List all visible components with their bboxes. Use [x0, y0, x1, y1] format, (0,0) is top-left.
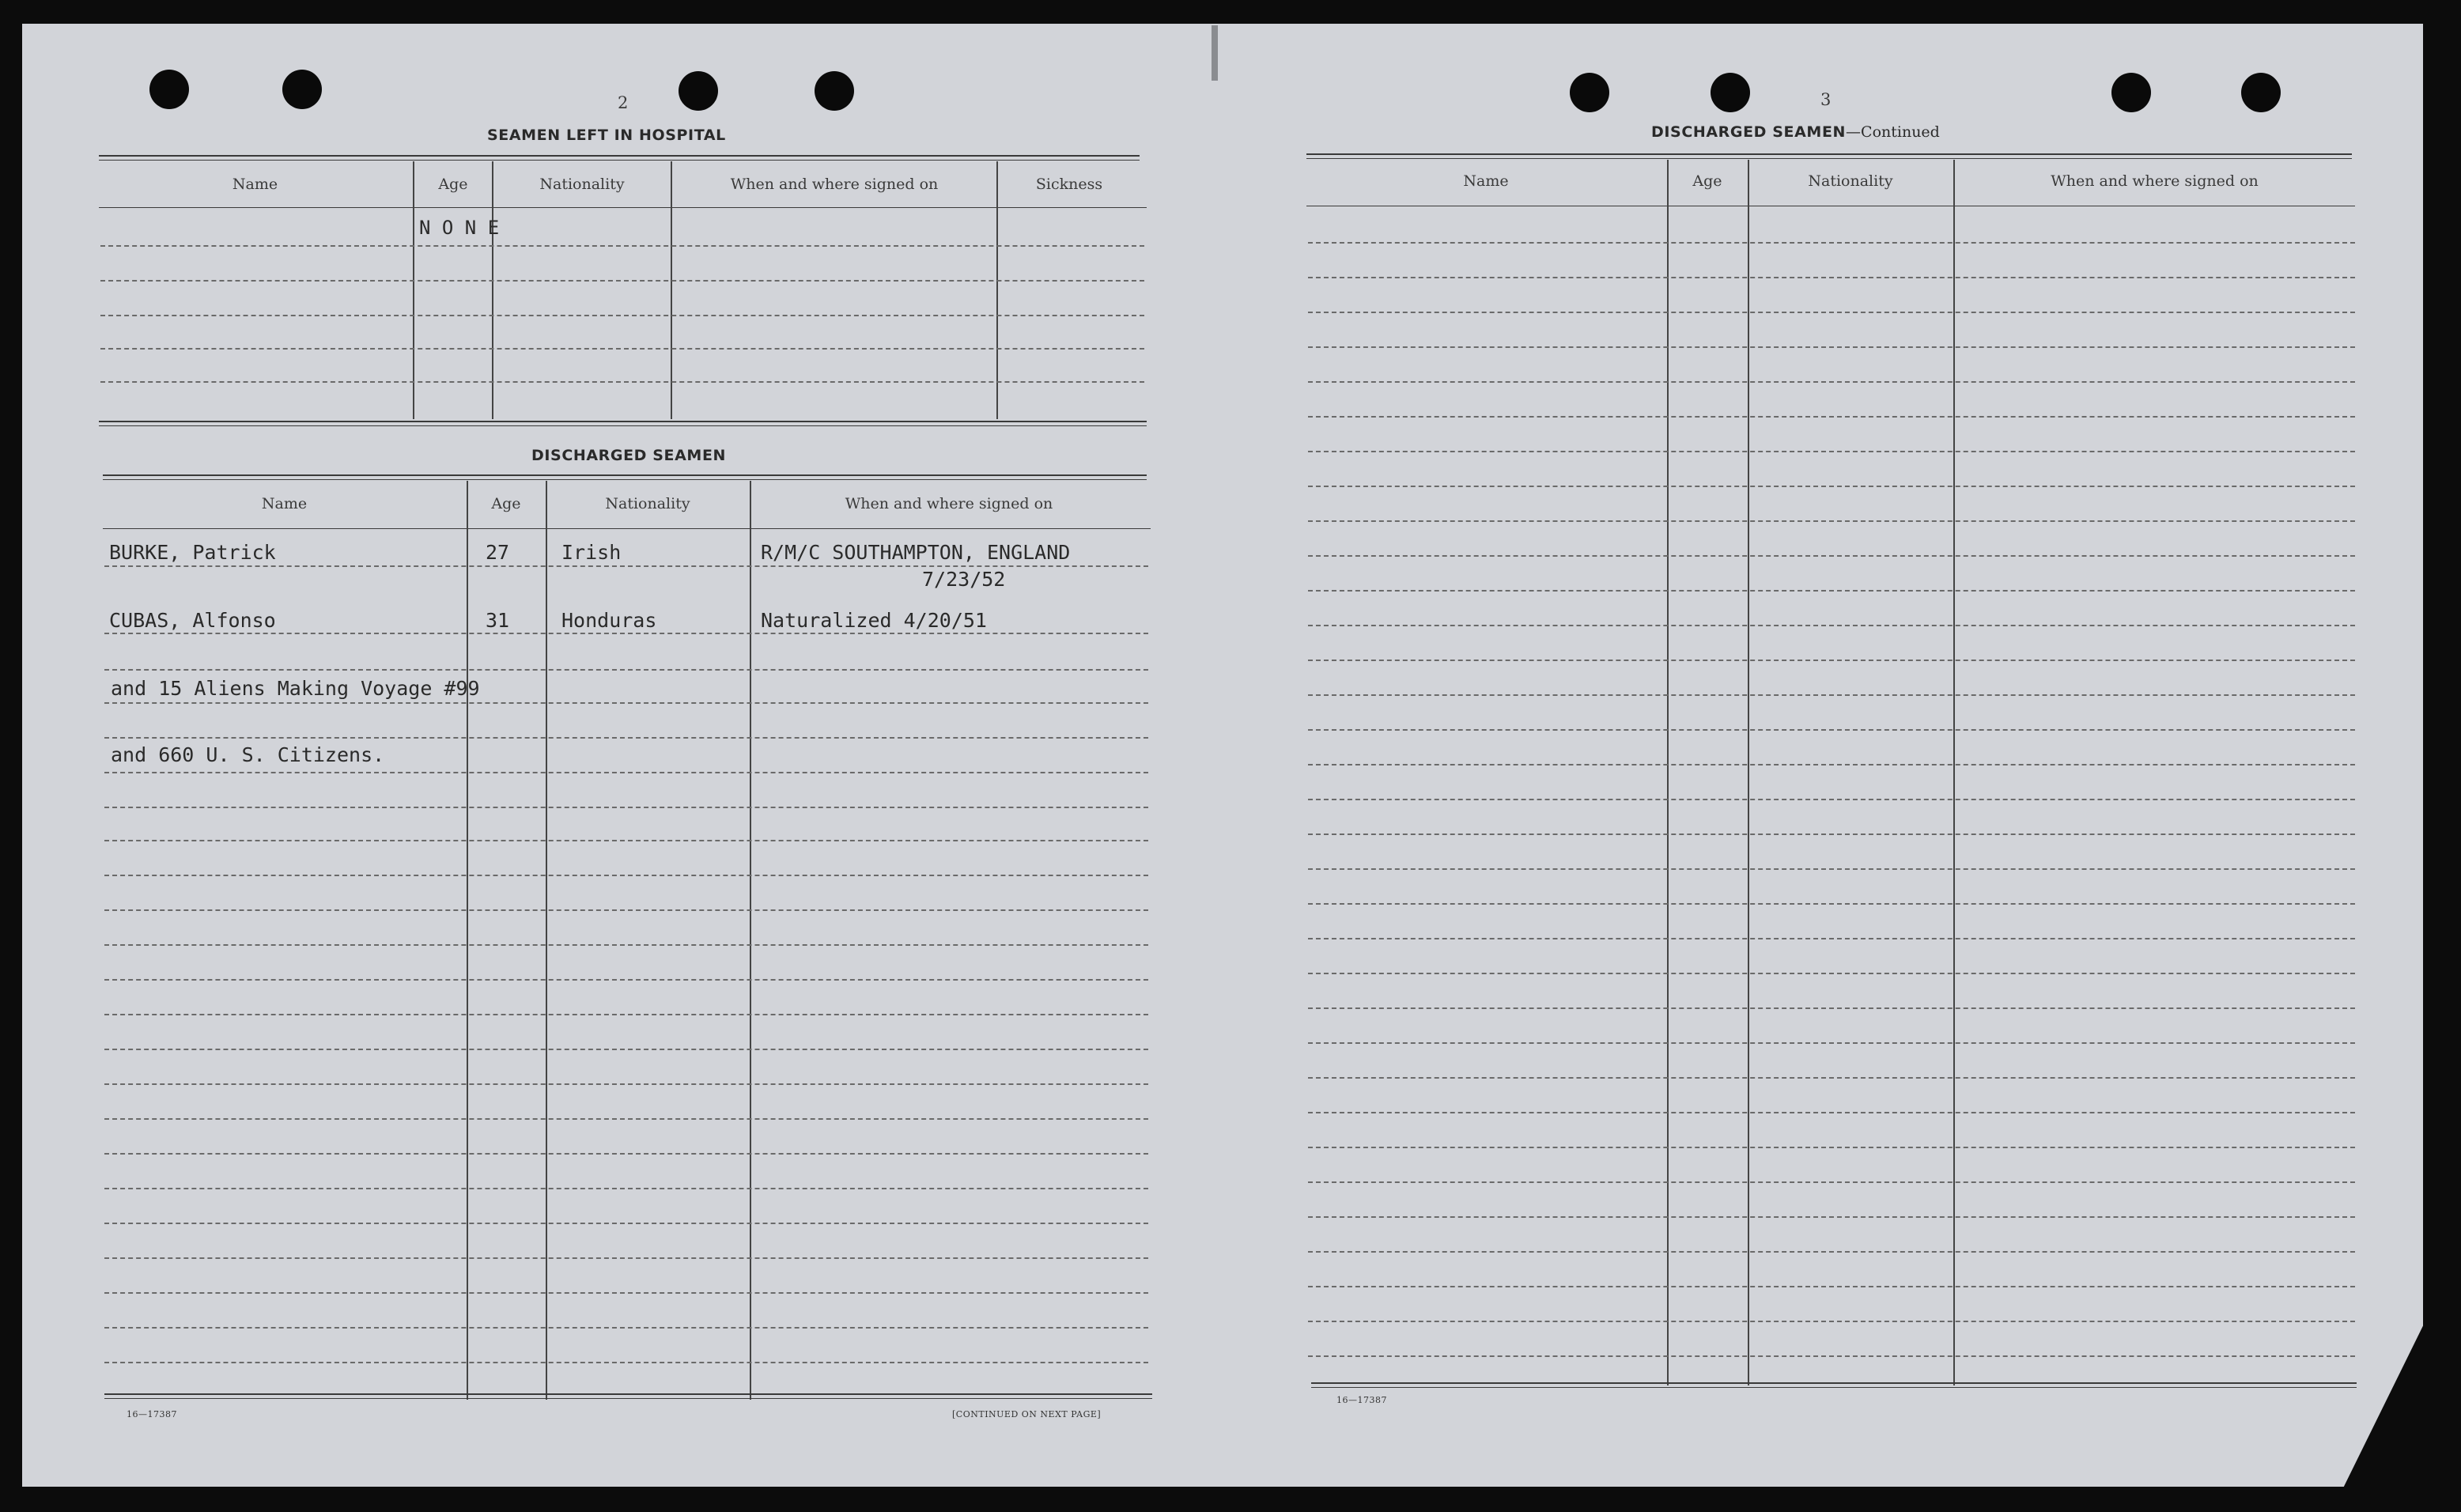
table-row-age: 27	[486, 541, 510, 564]
punch-hole	[282, 70, 322, 109]
discharged-continued-title-sub: —Continued	[1846, 123, 1940, 141]
hospital-col-sickness: Sickness	[1035, 176, 1103, 193]
hospital-col-signed-on: When and where signed on	[730, 176, 939, 193]
table-row-signed-on: R/M/C SOUTHAMPTON, ENGLAND	[761, 541, 1071, 564]
discharged-col-signed-on: When and where signed on	[845, 495, 1053, 512]
hospital-col-name: Name	[232, 176, 278, 193]
hospital-col-age: Age	[438, 176, 468, 193]
continued-col-signed-on: When and where signed on	[2051, 172, 2259, 190]
page-fold	[1212, 25, 1218, 81]
punch-hole	[1570, 73, 1609, 112]
page-number-left: 2	[618, 93, 629, 112]
discharged-continued-title	[1651, 123, 1940, 141]
form-number-left: 16—17387	[127, 1409, 177, 1419]
table-row-name: BURKE, Patrick	[109, 541, 276, 564]
punch-hole	[2241, 73, 2281, 112]
table-row-signed-on: Naturalized 4/20/51	[761, 609, 987, 632]
continued-col-name: Name	[1463, 172, 1509, 190]
table-row-nationality: Honduras	[561, 609, 657, 632]
punch-hole	[1711, 73, 1750, 112]
discharged-col-name: Name	[261, 495, 308, 512]
punch-hole	[2111, 73, 2151, 112]
table-row-nationality: Irish	[561, 541, 622, 564]
continued-col-nationality: Nationality	[1808, 172, 1893, 190]
hospital-none-entry: N O N E	[419, 217, 500, 239]
citizens-note: and 660 U. S. Citizens.	[111, 743, 385, 766]
punch-hole	[679, 71, 718, 111]
hospital-top-rule	[99, 155, 1140, 157]
table-row-name: CUBAS, Alfonso	[109, 609, 276, 632]
punch-hole	[149, 70, 189, 109]
discharged-continued-title-main: DISCHARGED SEAMEN	[1651, 123, 1847, 141]
table-row-signed-on-date: 7/23/52	[922, 568, 1006, 591]
continued-col-age: Age	[1692, 172, 1722, 190]
punch-hole	[815, 71, 854, 111]
continued-note: [CONTINUED ON NEXT PAGE]	[952, 1409, 1102, 1419]
page-number-right: 3	[1820, 90, 1832, 109]
discharged-col-nationality: Nationality	[605, 495, 690, 512]
table-row-age: 31	[486, 609, 510, 632]
discharged-section-title: DISCHARGED SEAMEN	[531, 447, 727, 464]
discharged-col-age: Age	[491, 495, 521, 512]
hospital-col-nationality: Nationality	[539, 176, 625, 193]
aliens-note: and 15 Aliens Making Voyage #99	[111, 677, 480, 700]
hospital-section-title: SEAMEN LEFT IN HOSPITAL	[487, 127, 726, 144]
form-number-right: 16—17387	[1336, 1395, 1387, 1405]
hospital-bottom-rule	[99, 421, 1147, 422]
